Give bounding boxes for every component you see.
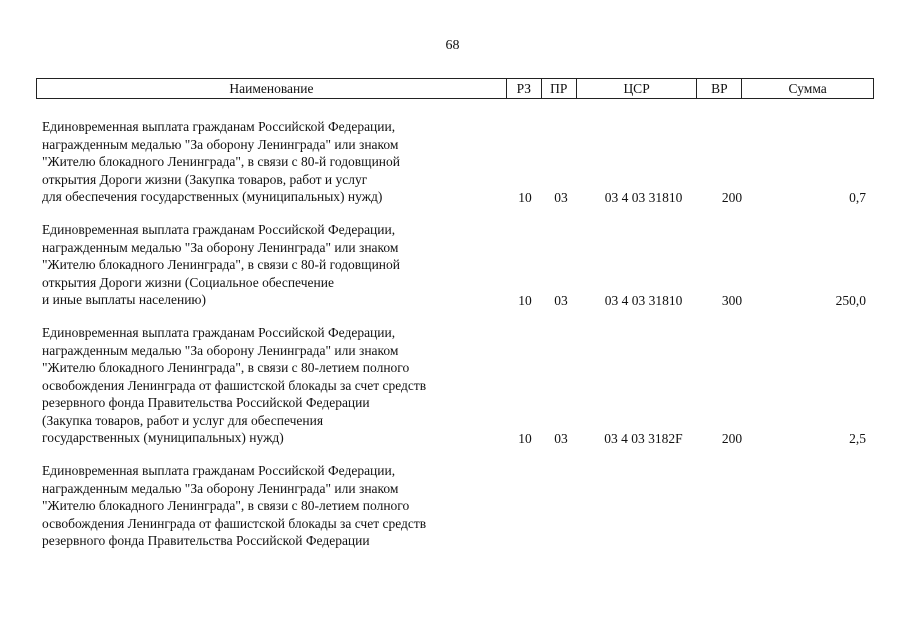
row-name: Единовременная выплата гражданам Российской Федерации, награжденным медалью "За оборону Ленинграда" или знаком "Жителю блокадного Ленинграда", в связи с 80-й годовщиной открытия Дороги жизни (Социальное обеспечение и иные выплаты населению) — [42, 222, 401, 307]
table-row — [36, 324, 874, 447]
page-number: 68 — [445, 38, 460, 53]
row-pr: 03 — [554, 189, 568, 205]
row-vr: 200 — [721, 189, 743, 205]
row-sum: 0,7 — [849, 189, 866, 205]
row-name: Единовременная выплата гражданам Российской Федерации, награжденным медалью "За оборону Ленинграда" или знаком "Жителю блокадного Ленинграда", в связи с 80-й годовщиной открытия Дороги жизни (Закупка товаров, работ и услуг для обеспечения государственных (муниципальных) нужд) — [42, 119, 401, 204]
row-sum: 250,0 — [835, 292, 866, 308]
table-row — [36, 221, 874, 309]
row-name: Единовременная выплата гражданам Российской Федерации, награжденным медалью "За оборону Ленинграда" или знаком "Жителю блокадного Ленинграда", в связи с 80-летием полного освобождения Ленинграда от фашистской блокады за счет средств резервного фонда Правительства Российской Федерации — [42, 463, 427, 548]
table-row — [36, 118, 874, 206]
header-csr: ЦСР — [577, 79, 698, 98]
header-sum: Сумма — [788, 80, 827, 96]
table-row — [36, 462, 874, 550]
row-rz: 10 — [518, 292, 532, 308]
header-name: Наименование — [37, 79, 507, 98]
header-pr: ПР — [542, 79, 577, 98]
row-rz: 10 — [518, 430, 532, 446]
row-pr: 03 — [554, 292, 568, 308]
row-vr: 300 — [721, 292, 743, 308]
table-header — [36, 78, 874, 99]
row-csr: 03 4 03 3182F — [604, 430, 683, 446]
row-csr: 03 4 03 31810 — [604, 292, 683, 308]
row-rz: 10 — [518, 189, 532, 205]
row-sum: 2,5 — [849, 430, 866, 446]
header-vr: ВР — [697, 79, 742, 98]
header-rz: РЗ — [507, 79, 542, 98]
row-vr: 200 — [721, 430, 743, 446]
row-name: Единовременная выплата гражданам Российской Федерации, награжденным медалью "За оборону Ленинграда" или знаком "Жителю блокадного Ленинграда", в связи с 80-летием полного освобождения Ленинграда от фашистской блокады за счет средств резервного фонда Правительства Российской Федерации (Закупка товаров, работ и услуг для обеспечения государственных (муниципальных) нужд) — [42, 325, 427, 445]
row-csr: 03 4 03 31810 — [604, 189, 683, 205]
row-pr: 03 — [554, 430, 568, 446]
